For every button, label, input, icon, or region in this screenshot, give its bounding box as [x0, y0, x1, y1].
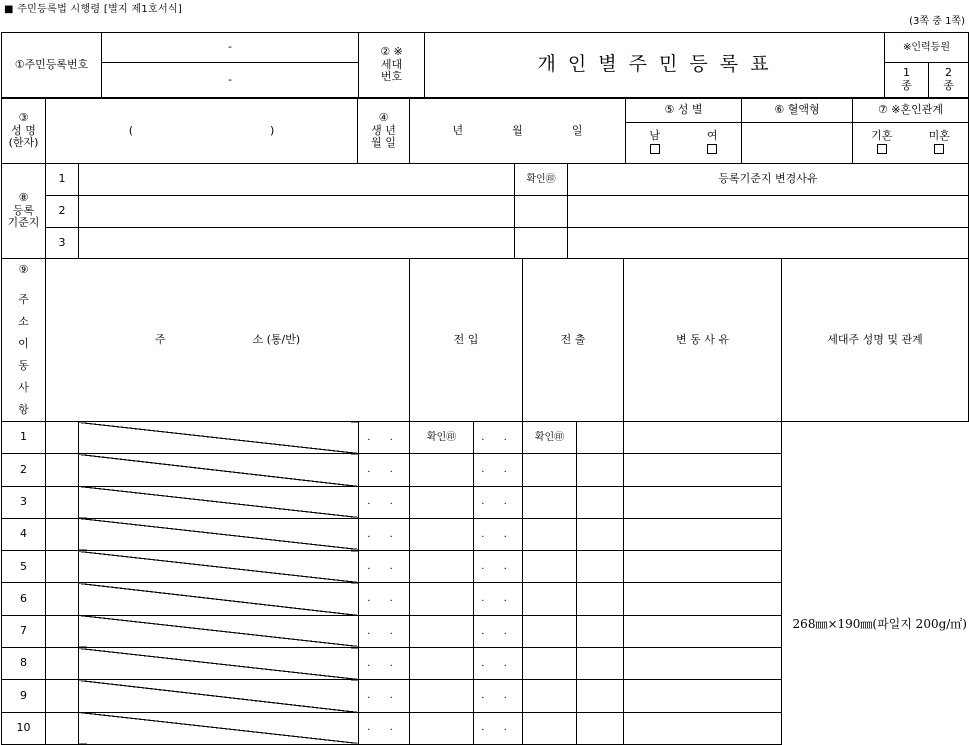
form-title: 개 인 별 주 민 등 록 표 — [425, 33, 885, 98]
form-type-1-unit: 종 — [901, 79, 912, 92]
head-relation-field[interactable] — [624, 615, 782, 647]
paper-spec: 268㎜×190㎜(파일지 200g/㎡) — [792, 617, 967, 631]
move-out-confirm-field[interactable] — [523, 454, 577, 486]
male-checkbox[interactable] — [650, 144, 660, 154]
head-relation-field[interactable] — [624, 680, 782, 712]
name-number: ③ — [18, 111, 29, 125]
resident-id-field-1[interactable]: - — [102, 33, 359, 63]
form-type-1[interactable] — [885, 63, 929, 98]
move-out-date[interactable]: . . — [474, 422, 523, 454]
address-field[interactable] — [46, 680, 79, 712]
address-row — [2, 422, 969, 454]
address-row-number: 1 — [2, 422, 46, 454]
registration-base-label — [2, 164, 46, 259]
birth-day: 일 — [571, 123, 583, 137]
birth-month: 월 — [512, 123, 523, 137]
address-divider-cell — [79, 583, 359, 615]
page-info: (3쪽 중 1쪽) — [909, 16, 965, 27]
change-reason-field[interactable] — [577, 454, 624, 486]
address-row — [2, 583, 969, 615]
address-row-number: 7 — [2, 615, 46, 647]
address-divider-cell — [79, 615, 359, 647]
blood-type-label: ⑥ 혈액형 — [742, 99, 853, 123]
move-in-confirm-field[interactable] — [410, 680, 474, 712]
address-field[interactable] — [46, 518, 79, 550]
move-out-date[interactable]: . . — [474, 712, 523, 744]
registration-change-reason-header: 등록기준지 변경사유 — [568, 164, 969, 196]
move-out-confirm-field[interactable] — [523, 712, 577, 744]
address-row — [2, 712, 969, 744]
change-reason-header: 변 동 사 유 — [624, 259, 782, 422]
address-field[interactable] — [46, 583, 79, 615]
head-relation-field[interactable] — [624, 454, 782, 486]
birth-year: 년 — [452, 123, 464, 137]
address-divider-cell — [79, 680, 359, 712]
address-history-char-2: 소 — [18, 315, 29, 328]
married-label: 기혼 — [871, 129, 893, 143]
name-text: 성 명 — [11, 123, 36, 137]
form-type-2-unit: 종 — [943, 79, 954, 92]
address-history-char-1: 주 — [18, 293, 29, 306]
address-row — [2, 551, 969, 583]
move-out-date[interactable]: . . — [474, 648, 523, 680]
move-in-confirm-field[interactable] — [410, 583, 474, 615]
move-out-date[interactable]: . . — [474, 486, 523, 518]
move-in-confirm-field[interactable] — [410, 551, 474, 583]
single-option[interactable] — [929, 130, 950, 155]
change-reason-field[interactable] — [577, 583, 624, 615]
male-label: 남 — [649, 129, 661, 143]
move-in-date[interactable]: . . — [359, 583, 410, 615]
head-relation-field[interactable] — [624, 486, 782, 518]
address-field[interactable] — [46, 422, 79, 454]
move-in-date[interactable]: . . — [359, 454, 410, 486]
address-row — [2, 454, 969, 486]
registration-confirm-stamp: 확인㊞ — [515, 164, 568, 196]
address-divider-cell — [79, 712, 359, 744]
move-in-date[interactable]: . . — [359, 518, 410, 550]
move-in-date[interactable]: . . — [359, 551, 410, 583]
registration-base-text-2: 기준지 — [7, 216, 40, 230]
move-out-header: 전 출 — [523, 259, 624, 422]
change-reason-field[interactable] — [577, 551, 624, 583]
registration-base-field[interactable] — [79, 164, 515, 196]
female-option[interactable] — [707, 130, 718, 155]
address-field[interactable] — [46, 712, 79, 744]
address-row — [2, 648, 969, 680]
married-checkbox[interactable] — [877, 144, 887, 154]
address-divider-cell — [79, 551, 359, 583]
address-row-number: 3 — [2, 486, 46, 518]
form-type-label: ※인력등원 — [885, 33, 969, 63]
change-reason-field[interactable] — [577, 680, 624, 712]
household-number-marker: ② ※ — [380, 45, 403, 59]
name-paren-close: ) — [270, 123, 275, 137]
change-reason-field[interactable] — [577, 518, 624, 550]
marital-status-label: ⑦ ※혼인관계 — [853, 99, 969, 123]
registration-row-number: 2 — [46, 196, 79, 228]
change-reason-field[interactable] — [577, 486, 624, 518]
move-out-confirm-field[interactable] — [523, 680, 577, 712]
move-out-confirm-field[interactable] — [523, 583, 577, 615]
move-in-date[interactable]: . . — [359, 615, 410, 647]
head-relation-field[interactable] — [624, 712, 782, 744]
birth-date-field[interactable] — [410, 99, 626, 164]
address-field[interactable] — [46, 454, 79, 486]
address-history-section — [1, 258, 969, 745]
address-divider-cell — [79, 422, 359, 454]
resident-id-field-2[interactable]: - — [102, 63, 359, 98]
move-out-confirm-field[interactable] — [523, 615, 577, 647]
address-history-char-3: 이 — [18, 337, 29, 350]
address-row — [2, 518, 969, 550]
move-in-confirm-field[interactable] — [410, 648, 474, 680]
address-history-char-5: 사 — [18, 381, 29, 394]
move-out-confirm-field[interactable] — [523, 486, 577, 518]
personal-info-section — [1, 98, 969, 164]
move-in-date[interactable]: . . — [359, 486, 410, 518]
registration-change-reason-field[interactable] — [568, 196, 969, 228]
registration-base-section — [1, 163, 969, 259]
registration-base-field[interactable] — [79, 196, 515, 228]
single-label: 미혼 — [928, 129, 950, 143]
address-history-char-4: 동 — [18, 359, 29, 372]
married-option[interactable] — [871, 130, 892, 155]
address-row-number: 8 — [2, 648, 46, 680]
change-reason-field[interactable] — [577, 712, 624, 744]
move-in-date[interactable]: . . — [359, 422, 410, 454]
move-in-date[interactable]: . . — [359, 712, 410, 744]
head-relation-header: 세대주 성명 및 관계 — [782, 259, 969, 422]
registration-row-number: 1 — [46, 164, 79, 196]
address-row — [2, 486, 969, 518]
head-relation-field[interactable] — [624, 518, 782, 550]
registration-base-field[interactable] — [79, 228, 515, 259]
move-in-date[interactable]: . . — [359, 680, 410, 712]
name-field[interactable] — [46, 99, 358, 164]
registration-change-reason-field[interactable] — [568, 228, 969, 259]
change-reason-field[interactable] — [577, 615, 624, 647]
address-divider-cell — [79, 518, 359, 550]
address-divider-cell — [79, 486, 359, 518]
female-checkbox[interactable] — [707, 144, 717, 154]
household-label-line1: 세대 — [380, 57, 403, 71]
address-field[interactable] — [46, 551, 79, 583]
name-hanja: (한자) — [8, 136, 39, 150]
sex-options — [626, 123, 742, 164]
move-in-confirm-field[interactable] — [410, 486, 474, 518]
change-reason-field[interactable] — [577, 422, 624, 454]
head-relation-field[interactable] — [624, 583, 782, 615]
address-field[interactable] — [46, 648, 79, 680]
address-row — [2, 680, 969, 712]
form-type-2[interactable] — [929, 63, 969, 98]
law-reference: ■ 주민등록법 시행령 [별지 제1호서식] — [4, 4, 183, 15]
move-in-confirm-stamp: 확인㊞ — [410, 422, 474, 454]
name-label — [2, 99, 46, 164]
sex-label: ⑤ 성 별 — [626, 99, 742, 123]
form-type-1-number: 1 — [903, 66, 910, 80]
address-header — [46, 259, 410, 422]
birth-label — [358, 99, 410, 164]
move-out-date[interactable]: . . — [474, 551, 523, 583]
household-number-label — [359, 33, 425, 98]
head-relation-field[interactable] — [624, 551, 782, 583]
address-row-number: 5 — [2, 551, 46, 583]
head-relation-field[interactable] — [624, 422, 782, 454]
move-out-confirm-field[interactable] — [523, 518, 577, 550]
birth-number: ④ — [378, 111, 389, 125]
address-field[interactable] — [46, 486, 79, 518]
name-paren-open: ( — [128, 123, 133, 137]
address-row-number: 4 — [2, 518, 46, 550]
address-divider-cell — [79, 454, 359, 486]
move-out-confirm-stamp: 확인㊞ — [523, 422, 577, 454]
address-history-number: ⑨ — [18, 263, 29, 276]
move-out-date[interactable]: . . — [474, 615, 523, 647]
change-reason-field[interactable] — [577, 648, 624, 680]
move-out-confirm-field[interactable] — [523, 551, 577, 583]
resident-id-label: ①주민등록번호 — [2, 33, 102, 98]
move-out-confirm-field[interactable] — [523, 648, 577, 680]
registration-confirm-field[interactable] — [515, 228, 568, 259]
move-out-date[interactable]: . . — [474, 454, 523, 486]
move-out-date[interactable]: . . — [474, 583, 523, 615]
registration-base-number: ⑧ — [18, 191, 29, 205]
blood-type-field[interactable] — [742, 123, 853, 164]
birth-text-1: 생 년 — [371, 123, 396, 137]
move-out-date[interactable]: . . — [474, 680, 523, 712]
address-header-b: 소 (통/반) — [252, 332, 301, 346]
male-option[interactable] — [649, 130, 660, 155]
address-divider-cell — [79, 648, 359, 680]
move-in-header: 전 입 — [410, 259, 523, 422]
move-in-date[interactable]: . . — [359, 648, 410, 680]
head-relation-field[interactable] — [624, 648, 782, 680]
address-row-number: 9 — [2, 680, 46, 712]
registration-confirm-field[interactable] — [515, 196, 568, 228]
birth-text-2: 월 일 — [371, 136, 396, 150]
female-label: 여 — [706, 129, 718, 143]
registration-row-number: 3 — [46, 228, 79, 259]
address-field[interactable] — [46, 615, 79, 647]
address-header-a: 주 — [154, 332, 166, 346]
form-type-2-number: 2 — [945, 66, 952, 80]
move-in-confirm-field[interactable] — [410, 712, 474, 744]
address-history-label — [2, 259, 46, 422]
move-in-confirm-field[interactable] — [410, 518, 474, 550]
address-history-char-6: 항 — [18, 403, 29, 416]
address-row-number: 6 — [2, 583, 46, 615]
move-in-confirm-field[interactable] — [410, 454, 474, 486]
id-section — [1, 32, 969, 98]
address-row-number: 2 — [2, 454, 46, 486]
move-out-date[interactable]: . . — [474, 518, 523, 550]
marital-options — [853, 123, 969, 164]
move-in-confirm-field[interactable] — [410, 615, 474, 647]
registration-base-text-1: 등록 — [12, 203, 35, 217]
household-label-line2: 번호 — [380, 70, 403, 84]
address-row-number: 10 — [2, 712, 46, 744]
single-checkbox[interactable] — [934, 144, 944, 154]
